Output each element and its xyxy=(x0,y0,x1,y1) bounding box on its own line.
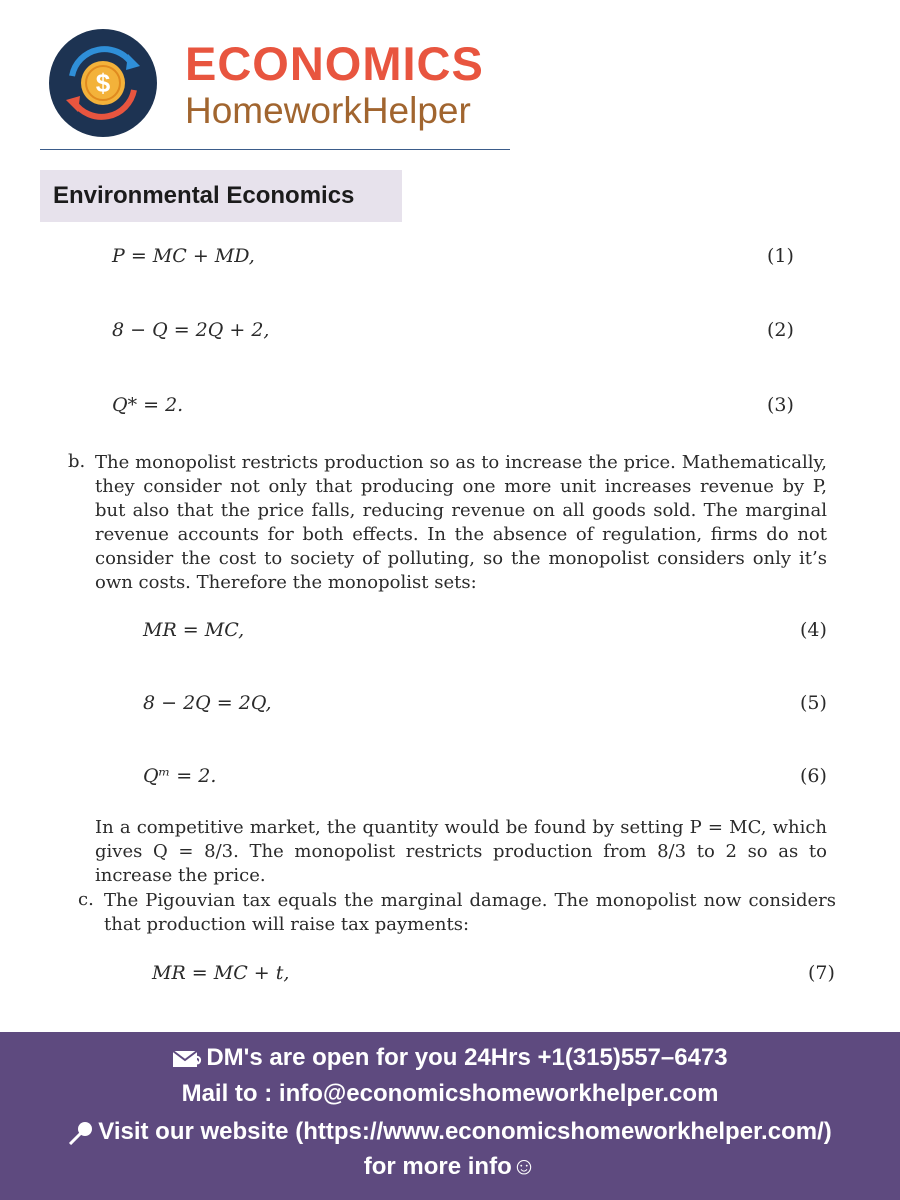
equation-7: MR = MC + t, xyxy=(152,962,290,984)
equation-number-4: (4) xyxy=(800,619,827,641)
pin-icon xyxy=(68,1121,94,1145)
footer-line-website xyxy=(0,1118,900,1146)
equation-4: MR = MC, xyxy=(143,619,245,641)
section-header xyxy=(40,170,402,222)
equation-2: 8 − Q = 2Q + 2, xyxy=(112,319,270,341)
part-b-text: The monopolist restricts production so as to increase the price. Mathematically, they consider not only that producing one more unit increases revenue by P, but also that the price falls, reducing revenue on all goods sold. The marginal revenue accounts for both effects. In the absence of regulation, firms do not consider the cost to society of polluting, so the monopolist considers only it’s own costs. Therefore the monopolist sets: xyxy=(95,452,827,593)
contact-footer xyxy=(0,1032,900,1200)
section-title: Environmental Economics xyxy=(53,182,355,209)
equation-5: 8 − 2Q = 2Q, xyxy=(143,692,272,714)
equation-number-5: (5) xyxy=(800,692,827,714)
envelope-icon xyxy=(172,1049,202,1069)
equation-number-1: (1) xyxy=(767,245,794,267)
dollar-coin-icon xyxy=(48,28,158,138)
footer-phone-text[interactable]: DM's are open for you 24Hrs +1(315)557–6473 xyxy=(206,1044,728,1071)
footer-email-text[interactable]: Mail to : info@economicshomeworkhelper.com xyxy=(181,1080,719,1107)
brand-logo xyxy=(48,28,508,138)
competitive-market-note: In a competitive market, the quantity would be found by setting P = MC, which gives Q = 8/3. The monopolist restricts production from 8/3 to 2 so as to increase the price. xyxy=(95,817,827,886)
equation-number-2: (2) xyxy=(767,319,794,341)
footer-website-text[interactable]: Visit our website (https://www.economicshomeworkhelper.com/) xyxy=(98,1118,832,1145)
equation-1: P = MC + MD, xyxy=(112,245,255,267)
svg-text:$: $ xyxy=(95,68,111,98)
equation-3: Q* = 2. xyxy=(112,394,184,416)
equation-number-7: (7) xyxy=(808,962,835,984)
header-divider xyxy=(40,149,510,150)
footer-line-phone xyxy=(0,1044,900,1072)
brand-name-bottom: HomeworkHelper xyxy=(185,90,471,131)
footer-more-info: for more info☺ xyxy=(363,1153,537,1180)
brand-name-top: ECONOMICS xyxy=(185,37,484,90)
equation-6: Qᵐ = 2. xyxy=(143,765,217,787)
part-c-label: c. xyxy=(78,889,94,910)
equation-number-3: (3) xyxy=(767,394,794,416)
part-b-label: b. xyxy=(68,451,86,472)
part-c-text: The Pigouvian tax equals the marginal damage. The monopolist now considers that production will raise tax payments: xyxy=(104,890,836,935)
equation-number-6: (6) xyxy=(800,765,827,787)
